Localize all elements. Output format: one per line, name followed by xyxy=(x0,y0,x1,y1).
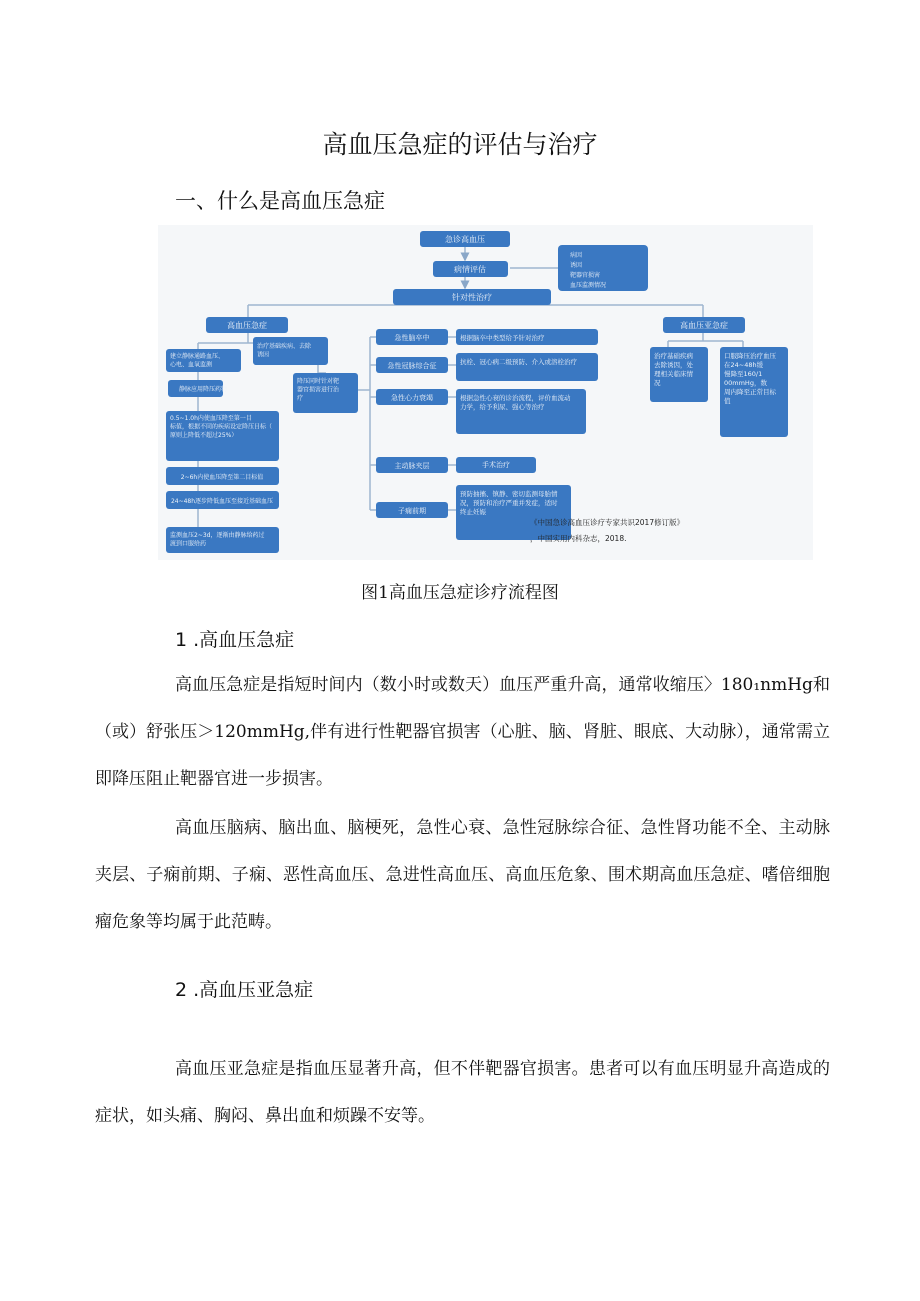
node-text-targeted: 针对性治疗 xyxy=(452,293,492,302)
step-text-5: 24~48h逐步降低血压至接近基础血压 xyxy=(170,498,274,505)
flowchart-figure xyxy=(158,225,813,560)
step-text-4: 2~6h内使血压降至第二目标值 xyxy=(180,474,264,481)
step-text-1: 建立静脉通路血压、心电、血氧监测 xyxy=(170,353,225,369)
detail-text-3: 根据急性心衰的诊治流程，评价血流动力学，给予利尿、强心等治疗 xyxy=(460,394,571,411)
paragraph-2: 高血压脑病、脑出血、脑梗死，急性心衰、急性冠脉综合征、急性肾功能不全、主动脉夹层、子痫前期、子痫、恶性高血压、急进性高血压、高血压危象、围术期高血压急症、嗜倍细胞瘤危象等均属于此范畴。 xyxy=(95,818,830,932)
subsection-heading-2: 2 .高血压亚急症 xyxy=(175,979,314,1001)
reference-line-1: 《中国急诊高血压诊疗专家共识2017修订版》 xyxy=(530,518,685,527)
section-heading-1: 一、什么是高血压急症 xyxy=(175,189,385,213)
basic-treatment-text: 治疗基础疾病、去除诱因 xyxy=(257,343,312,359)
detail-text-1: 根据脑卒中类型给予针对治疗 xyxy=(460,334,545,342)
condition-text-1: 急性脑卒中 xyxy=(394,334,430,342)
reference-line-2: ，中国实用内科杂志，2018. xyxy=(530,534,627,543)
sub-right-text: 口服降压治疗血压在24~48h缓慢降至160/1 00mmHg，数周内降至正常目标值 xyxy=(724,352,776,405)
sub-left-text: 治疗基础疾病去除诱因，处理相关临床情况 xyxy=(654,352,693,387)
step-text-2: 静脉应用降压药物 xyxy=(178,386,228,393)
assess-item-1: 病因 xyxy=(570,252,583,259)
step-text-3: 0.5~1.0h内使血压降至第一目标值，根据不同的疾病设定降压目标（原则上降低不超过25%） xyxy=(170,415,273,439)
flowchart-svg xyxy=(158,225,813,560)
node-text-emergency: 高血压急症 xyxy=(227,321,267,330)
condition-text-3: 急性心力衰竭 xyxy=(391,394,433,402)
subsection-heading-1: 1 .高血压急症 xyxy=(175,629,295,651)
organ-treatment-text: 降压同时针对靶器官损害进行治疗 xyxy=(297,378,340,402)
assess-item-4: 血压监测情况 xyxy=(570,282,607,289)
assess-item-3: 靶器官损害 xyxy=(570,272,601,279)
node-text-top: 急诊高血压 xyxy=(445,235,485,244)
assess-item-2: 诱因 xyxy=(570,262,583,269)
paragraph-3: 高血压亚急症是指血压显著升高，但不伴靶器官损害。患者可以有血压明显升高造成的症状，如头痛、胸闷、鼻出血和烦躁不安等。 xyxy=(95,1059,830,1126)
document-title: 高血压急症的评估与治疗 xyxy=(322,130,598,159)
figure-caption: 图1高血压急症诊疗流程图 xyxy=(361,583,559,603)
node-text-assess: 病情评估 xyxy=(454,265,486,274)
paragraph-1: 高血压急症是指短时间内（数小时或数天）血压严重升高，通常收缩压〉180₁nmHg和（或）舒张压＞120mmHg,伴有进行性靶器官损害（心脏、脑、肾脏、眼底、大动脉），通常需立即降压阻止靶器官进一步损害。 xyxy=(95,675,830,789)
node-text-sub-emergency: 高血压亚急症 xyxy=(680,321,728,330)
detail-text-5: 预防抽搐、镇静、密切监测母胎情况，预防和治疗严重并发症，适时终止妊娠 xyxy=(460,490,558,516)
detail-text-4: 手术治疗 xyxy=(482,461,510,469)
detail-text-2: 抗栓、冠心病二级预防、介入或溶栓治疗 xyxy=(460,358,577,366)
condition-text-4: 主动脉夹层 xyxy=(394,462,430,470)
condition-text-5: 子痫前期 xyxy=(398,507,426,515)
condition-text-2: 急性冠脉综合征 xyxy=(387,362,437,370)
step-text-6: 监测血压2~3d，逐渐由静脉给药过渡到口服给药 xyxy=(170,532,265,548)
